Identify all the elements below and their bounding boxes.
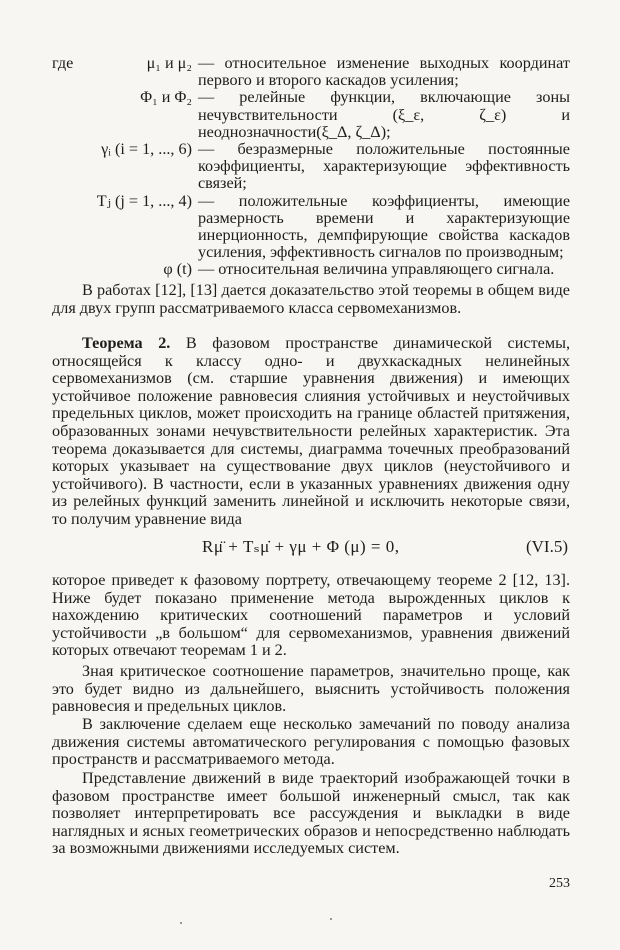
definitions-list bbox=[52, 55, 570, 279]
page-number: 253 bbox=[549, 876, 570, 891]
definition-item bbox=[52, 55, 570, 89]
equation-row bbox=[52, 537, 570, 561]
definition-text: — относительная величина управляющего сигнала. bbox=[198, 260, 555, 279]
paragraph-after-equation bbox=[52, 572, 570, 660]
definition-item bbox=[52, 193, 570, 262]
paragraph-works bbox=[52, 282, 570, 317]
definition-symbol: Tⱼ (j = 1, ..., 4) bbox=[96, 191, 192, 210]
definition-item bbox=[52, 141, 570, 193]
definition-symbol: μ₁ и μ₂ bbox=[146, 54, 192, 72]
equation-number: (VI.5) bbox=[525, 537, 568, 556]
definitions-lead: где bbox=[52, 54, 74, 72]
paragraph-text: В заключение сделаем еще несколько замечаний по поводу анализа движения системы автоматического регулирования с помощью фазовых пространств и рассматриваемого метода. bbox=[52, 715, 570, 769]
theorem-text: В фазовом пространстве динамической системы, относящейся к классу одно- и двухкаскадных нелинейных сервомеханизмов (см. старшие уравнения движения) и имеющих устойчивое положение равновесия слияния устойчивых и неустойчивых предельных циклов, может происходить на границе областей притяжения, образованных зонами нечувствительности релейных характеристик. Эта теорема доказывается для системы, диаграмма точечных преобразований которых указывает на существование двух циклов (неустойчивого и устойчивого). В частности, если в указанных уравнениях движения одну из релейных функций заменить линейной и исключить некоторые связи, то получим уравнение вида bbox=[52, 334, 570, 528]
paragraph-theorem bbox=[52, 335, 570, 529]
scan-speck bbox=[330, 918, 332, 920]
paragraph-text: Зная критическое соотношение параметров, значительно проще, как это будет видно из дальнейшего, выяснить устойчивость положения равновесия и предельных циклов. bbox=[52, 662, 570, 716]
scan-speck bbox=[180, 922, 182, 924]
paragraph-representation bbox=[52, 770, 570, 858]
paragraph-conclusion bbox=[52, 716, 570, 769]
definition-symbol: γᵢ (i = 1, ..., 6) bbox=[101, 140, 192, 159]
definition-text: — безразмерные положительные постоянные коэффициенты, характеризующие эффективность связей; bbox=[198, 140, 570, 193]
paragraph-text: Представление движений в виде траекторий изображающей точки в фазовом пространстве имеет большой инженерный смысл, так как позволяет интерпретировать все рассуждения и выкладки в виде наглядных и ясных геометрических образов и непосредственно наблюдать за возможными движениями исследуемых систем. bbox=[52, 769, 570, 858]
definition-text: — относительное изменение выходных координат первого и второго каскадов усиления; bbox=[198, 54, 570, 90]
paragraph-text: В работах [12], [13] дается доказательство этой теоремы в общем виде для двух групп рассматриваемого класса сервомеханизмов. bbox=[52, 281, 570, 317]
definition-symbol: φ (t) bbox=[163, 260, 192, 279]
paragraph-text: которое приведет к фазовому портрету, отвечающему теореме 2 [12, 13]. Ниже будет показано применение метода вырожденных циклов к нахождению критических соотношений параметров и условий устойчивости „в большом“ для сервомеханизмов, уравнения движений которых отвечают теоремам 1 и 2. bbox=[52, 571, 570, 660]
theorem-paragraph bbox=[52, 335, 570, 529]
theorem-label: Теорема 2. bbox=[82, 334, 171, 352]
definition-symbol: Φ₁ и Φ₂ bbox=[140, 88, 192, 107]
definition-text: — релейные функции, включающие зоны нечувствительности (ξ_ε, ζ_ε) и неоднозначности(ξ_Δ, ζ_Δ); bbox=[198, 88, 570, 141]
definition-item bbox=[52, 261, 570, 278]
definition-item bbox=[52, 89, 570, 141]
equation-formula: Rμ̈ + Tₛμ̇ + γμ + Φ (μ) = 0, bbox=[202, 537, 400, 556]
paragraph-critical bbox=[52, 663, 570, 716]
definition-text: — положительные коэффициенты, имеющие размерность времени и характеризующие инерционность, демпфирующие свойства каскадов усиления, эффективность сигналов по производным; bbox=[198, 191, 570, 262]
